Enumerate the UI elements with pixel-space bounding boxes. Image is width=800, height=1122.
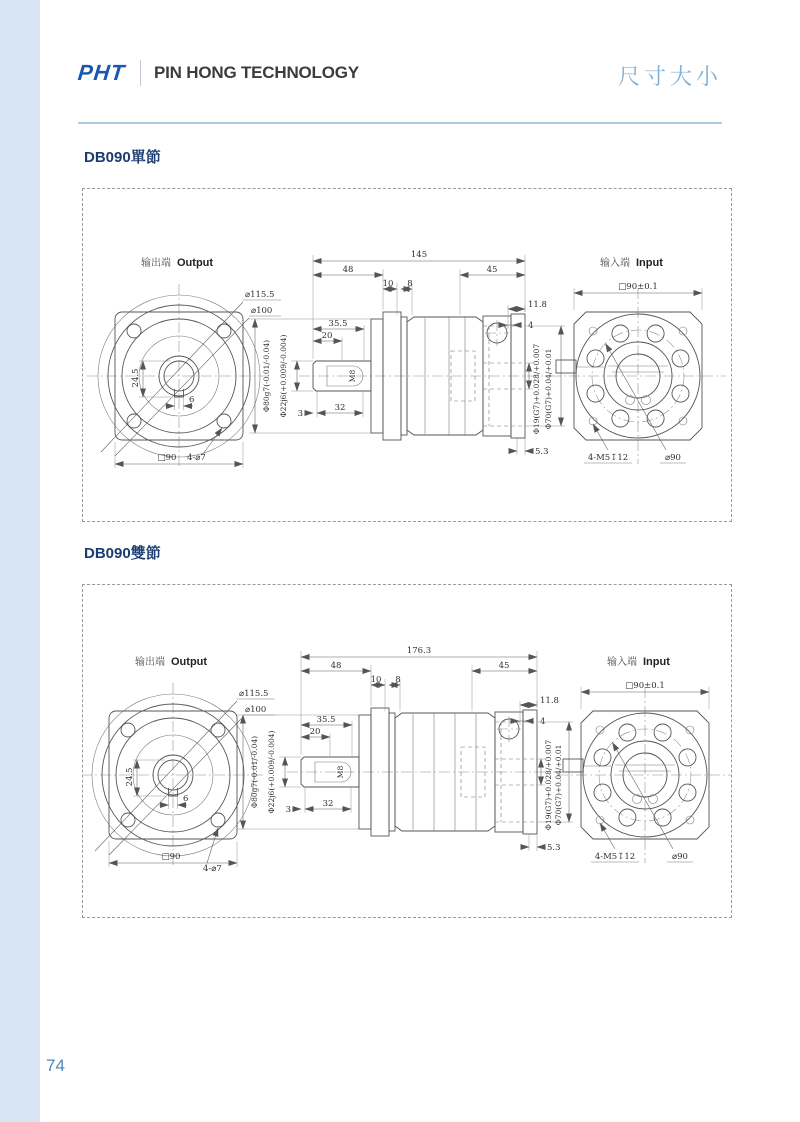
output-view [83,655,275,874]
dim-10: 10 [370,675,382,685]
header-divider [140,60,141,86]
input-label-en: Input [636,257,663,269]
dim-dia-input: ⌀90 [665,453,681,463]
company-name: PIN HONG TECHNOLOGY [154,63,359,82]
dim-shaft: Φ22j6(+0.009/-0.004) [279,334,288,418]
dim-3: 3 [285,805,291,815]
dim-32: 32 [322,799,334,809]
drawing-frame-double [82,584,732,918]
side-view [237,646,573,853]
dim-pilot: Φ70(G7)+0.04/+0.01 [554,744,563,826]
page-title: 尺寸大小 [617,64,722,89]
output-label-en: Output [171,656,208,668]
dim-bore: Φ19(G7)+0.028/+0.007 [544,739,553,831]
dim-dia-circle: ⌀100 [251,306,273,316]
output-label-cn: 输出端 [141,258,171,269]
dim-5-3: 5.3 [535,447,549,457]
dim-tap: M8 [336,765,345,779]
brand-logo: PHT [76,60,127,85]
dim-32: 32 [334,403,346,413]
output-label-cn: 输出端 [135,657,165,668]
input-view [550,256,726,464]
dim-total: 176.3 [406,646,432,656]
dim-4: 4 [540,717,546,727]
dim-front: 48 [342,265,354,275]
dim-8: 8 [407,279,413,289]
dim-square: □90 [161,852,181,862]
dim-dia-input: ⌀90 [672,852,688,862]
dim-square-input: □90±0.1 [625,681,665,691]
dim-20: 20 [309,727,321,737]
dim-square: □90 [157,453,177,463]
dim-dia-outer: ⌀115.5 [239,689,269,699]
left-accent-bar [0,0,40,1122]
input-label-cn: 输入端 [607,657,637,668]
dim-tap-input: 4-M5↧12 [594,852,636,862]
dim-key-width: 6 [189,395,195,405]
dim-holes: 4-⌀7 [187,453,206,463]
dim-total: 145 [410,250,428,260]
drawing-frame-single [82,188,732,522]
dim-pilot: Φ70(G7)+0.04/+0.01 [544,348,553,430]
dim-shaft: Φ22j6(+0.009/-0.004) [267,730,276,814]
dim-spigot: Φ80g7(-0.01/-0.04) [262,339,271,413]
dim-3: 3 [297,409,303,419]
dim-11-8: 11.8 [540,696,559,706]
section-heading-double: DB090雙節 [84,545,161,562]
input-view [557,655,731,863]
dim-key-depth: 24.5 [131,368,141,388]
drawing-db090-single [83,189,731,521]
dim-rear: 45 [486,265,498,275]
dim-front: 48 [330,661,342,671]
dim-dia-outer: ⌀115.5 [245,290,275,300]
dim-rear: 45 [498,661,510,671]
dim-dia-circle: ⌀100 [245,705,267,715]
dim-tap-input: 4-M5↧12 [587,453,629,463]
dim-4: 4 [528,321,534,331]
page-number: 74 [46,1056,65,1075]
dim-11-8: 11.8 [528,300,547,310]
dim-key-depth: 24.5 [125,767,135,787]
drawing-db090-double [83,585,731,917]
page-header [78,58,722,92]
side-view [249,250,565,457]
dim-bore: Φ19(G7)+0.028/+0.007 [532,343,541,435]
dim-10: 10 [382,279,394,289]
dim-spigot: Φ80g7(-0.01/-0.04) [250,735,259,809]
dim-35-5: 35.5 [316,715,336,725]
input-label-cn: 输入端 [600,258,630,269]
dim-key-width: 6 [183,794,189,804]
header-rule [78,122,722,124]
section-heading-single: DB090單節 [84,149,161,166]
dim-8: 8 [395,675,401,685]
dim-20: 20 [321,331,333,341]
input-label-en: Input [643,656,670,668]
dim-square-input: □90±0.1 [618,282,658,292]
dim-35-5: 35.5 [328,319,348,329]
dim-5-3: 5.3 [547,843,561,853]
dim-holes: 4-⌀7 [203,864,222,874]
output-view [87,256,281,468]
dim-tap: M8 [348,369,357,383]
output-label-en: Output [177,257,214,269]
